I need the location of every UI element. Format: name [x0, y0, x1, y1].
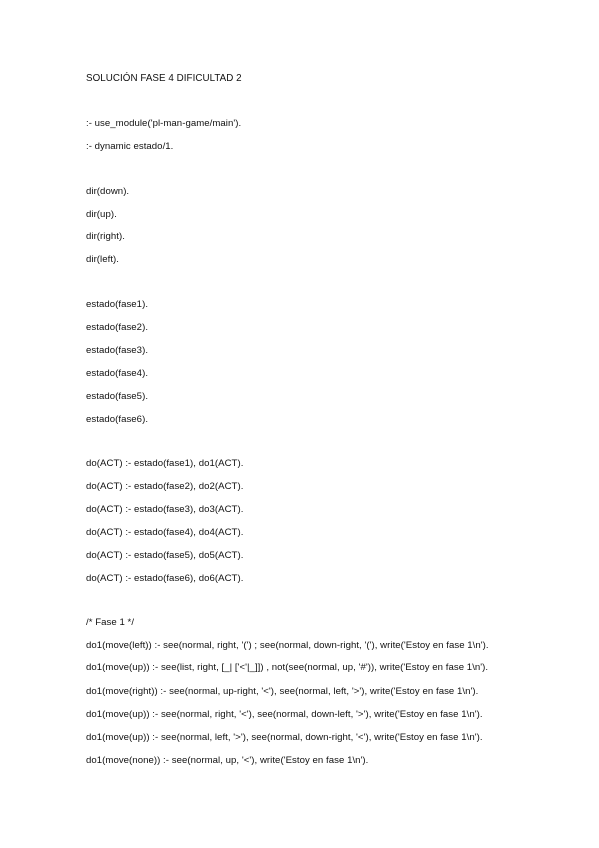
code-line-do1-right: do1(move(right)) :- see(normal, up-right, '<'), see(normal, left, '>'), write('Estoy en fase 1\n').: [86, 686, 479, 697]
code-line-estado-fase6: estado(fase6).: [86, 414, 149, 425]
code-line-estado-fase2: estado(fase2).: [86, 322, 149, 333]
code-line-dir-up: dir(up).: [86, 209, 117, 220]
code-line-dynamic: :- dynamic estado/1.: [86, 141, 174, 152]
code-line-do-fase4: do(ACT) :- estado(fase4), do4(ACT).: [86, 527, 244, 538]
code-line-do-fase1: do(ACT) :- estado(fase1), do1(ACT).: [86, 458, 244, 469]
code-line-estado-fase1: estado(fase1).: [86, 299, 149, 310]
code-line-estado-fase4: estado(fase4).: [86, 368, 149, 379]
code-line-do1-up-list: do1(move(up)) :- see(list, right, [_| ['<'|_]]) , not(see(normal, up, '#')), write('Estoy en fase 1\n').: [86, 662, 489, 673]
code-line-do-fase3: do(ACT) :- estado(fase3), do3(ACT).: [86, 504, 244, 515]
code-line-dir-right: dir(right).: [86, 231, 125, 242]
code-line-use-module: :- use_module('pl-man-game/main').: [86, 118, 242, 129]
code-line-do1-none: do1(move(none)) :- see(normal, up, '<'), write('Estoy en fase 1\n').: [86, 755, 369, 766]
code-line-do1-up-left: do1(move(up)) :- see(normal, left, '>'), see(normal, down-right, '<'), write('Estoy en fase 1\n').: [86, 732, 483, 743]
code-line-estado-fase3: estado(fase3).: [86, 345, 149, 356]
code-comment-fase1: /* Fase 1 */: [86, 617, 135, 628]
code-line-do-fase6: do(ACT) :- estado(fase6), do6(ACT).: [86, 573, 244, 584]
code-line-estado-fase5: estado(fase5).: [86, 391, 149, 402]
document-title: SOLUCIÓN FASE 4 DIFICULTAD 2: [86, 73, 242, 84]
code-line-do-fase5: do(ACT) :- estado(fase5), do5(ACT).: [86, 550, 244, 561]
code-line-do1-left: do1(move(left)) :- see(normal, right, '(') ; see(normal, down-right, '('), write('Estoy en fase 1\n').: [86, 640, 489, 651]
code-line-dir-left: dir(left).: [86, 254, 120, 265]
code-line-do1-up-right: do1(move(up)) :- see(normal, right, '<'), see(normal, down-left, '>'), write('Estoy en fase 1\n').: [86, 709, 483, 720]
code-line-dir-down: dir(down).: [86, 186, 130, 197]
code-line-do-fase2: do(ACT) :- estado(fase2), do2(ACT).: [86, 481, 244, 492]
